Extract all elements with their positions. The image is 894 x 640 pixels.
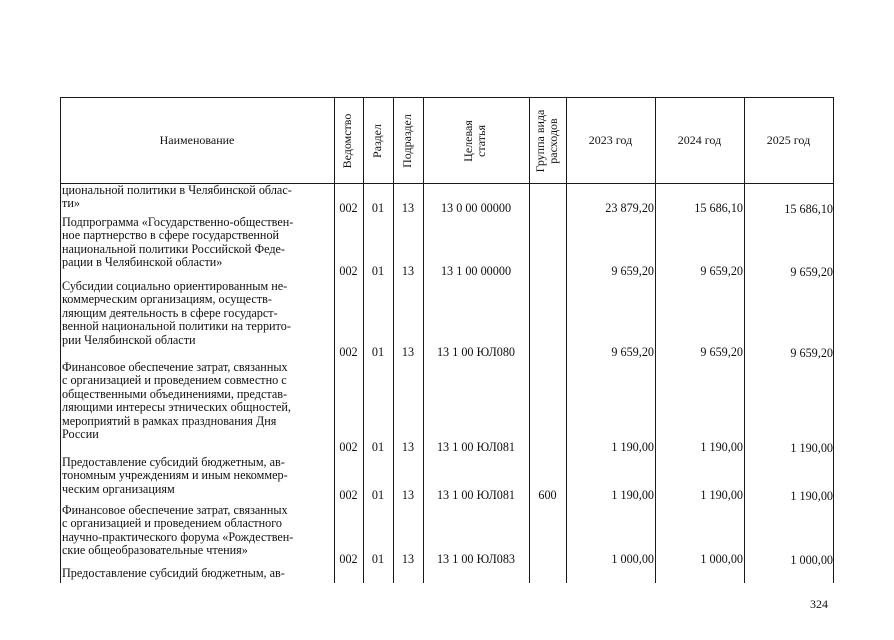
row-0-dept: 002 xyxy=(339,201,358,215)
row-5-sect: 01 xyxy=(371,552,385,566)
row-5-name-line-1: с организацией и проведением областного xyxy=(62,516,282,531)
row-3-sect: 01 xyxy=(371,440,385,454)
row-1-name-line-0: Подпрограмма «Государственно-обществен- xyxy=(62,215,294,229)
col-border-6 xyxy=(566,97,567,583)
row-3-dept: 002 xyxy=(339,440,358,454)
row-3-sub: 13 xyxy=(401,440,415,454)
row-5-2024: 1 000,00 xyxy=(700,552,743,566)
row-1-2024: 9 659,20 xyxy=(700,264,743,278)
row-1-2025: 9 659,20 xyxy=(790,265,833,279)
row-5-2023: 1 000,00 xyxy=(611,552,654,566)
row-0-2025: 15 686,10 xyxy=(784,202,833,216)
header-target-item-line2: статья xyxy=(474,125,488,157)
row-5-2025: 1 000,00 xyxy=(790,553,833,567)
row-5-name-line-3: ские общеобразовательные чтения» xyxy=(62,543,248,558)
row-4-2023: 1 190,00 xyxy=(611,488,654,502)
row-4-group: 600 xyxy=(538,488,557,502)
row-1-name xyxy=(62,216,332,270)
row-3-name-line-2: общественными объединениями, представ- xyxy=(62,386,288,401)
row-4-target: 13 1 00 ЮЛ081 xyxy=(436,488,516,502)
row-3-2023: 1 190,00 xyxy=(611,440,654,454)
row-2-name-line-3: венной национальной политики на террито- xyxy=(62,319,291,334)
row-2-2024: 9 659,20 xyxy=(700,345,743,359)
col-border-8 xyxy=(744,97,745,583)
header-2025: 2025 год xyxy=(766,133,811,147)
row-5-sub: 13 xyxy=(401,552,415,566)
row-4-sect: 01 xyxy=(371,488,385,502)
row-3-target: 13 1 00 ЮЛ081 xyxy=(436,440,516,454)
row-3-name-line-0: Финансовое обеспечение затрат, связанных xyxy=(62,360,288,374)
col-border-3 xyxy=(393,97,394,583)
row-0-sub: 13 xyxy=(401,201,415,215)
header-name: Наименование xyxy=(159,133,235,147)
header-2023: 2023 год xyxy=(588,133,633,147)
row-4-2025: 1 190,00 xyxy=(790,489,833,503)
header-target-item-line1: Целевая xyxy=(461,120,475,162)
row-0-sect: 01 xyxy=(371,201,385,215)
row-0-name-line-1: ти» xyxy=(62,196,80,211)
row-1-name-line-2: национальной политики Российской Феде- xyxy=(62,241,285,256)
row-1-name-line-3: рации в Челябинской области» xyxy=(62,255,223,270)
row-4-name xyxy=(62,456,332,496)
row-3-name xyxy=(62,361,332,441)
row-5-name-line-0: Финансовое обеспечение затрат, связанных xyxy=(62,503,288,517)
header-expense-group xyxy=(534,91,562,191)
row-4-sub: 13 xyxy=(401,488,415,502)
row-4-dept: 002 xyxy=(339,488,358,502)
row-3-2024: 1 190,00 xyxy=(700,440,743,454)
row-1-name-line-1: ное партнерство в сфере государственной xyxy=(62,228,280,243)
row-2-name-line-1: коммерческим организациям, осуществ- xyxy=(62,292,272,307)
row-5-dept: 002 xyxy=(339,552,358,566)
row-4-2024: 1 190,00 xyxy=(700,488,743,502)
row-0-target: 13 0 00 00000 xyxy=(440,201,512,215)
row-3-name-line-5: России xyxy=(62,427,99,442)
row-2-name-line-2: ляющим деятельность в сфере государст- xyxy=(62,305,278,320)
row-5-target: 13 1 00 ЮЛ083 xyxy=(436,552,516,566)
row-3-name-line-4: мероприятий в рамках празднования Дня xyxy=(62,413,277,428)
table-top-border xyxy=(60,97,834,98)
row-3-2025: 1 190,00 xyxy=(790,441,833,455)
row-2-sub: 13 xyxy=(401,345,415,359)
col-border-9 xyxy=(833,97,834,583)
header-subsection: Подраздел xyxy=(400,114,414,168)
row-3-name-line-1: с организацией и проведением совместно с xyxy=(62,373,287,388)
row-0-name xyxy=(62,184,332,211)
row-2-sect: 01 xyxy=(371,345,385,359)
header-expense-group-line1: Группа вида xyxy=(533,109,547,173)
row-0-2023: 23 879,20 xyxy=(605,201,654,215)
row-0-name-line-0: циональной политики в Челябинской облас- xyxy=(62,183,292,197)
header-expense-group-line2: расходов xyxy=(546,118,560,164)
row-2-2023: 9 659,20 xyxy=(611,345,654,359)
row-4-name-line-1: тономным учреждениям и иным некоммер- xyxy=(62,468,288,483)
row-2-name-line-4: рии Челябинской области xyxy=(62,332,196,347)
col-border-1 xyxy=(334,97,335,583)
header-section: Раздел xyxy=(370,124,384,158)
page-number: 324 xyxy=(810,597,828,611)
row-6-name-line-0: Предоставление субсидий бюджетным, ав- xyxy=(62,566,285,580)
row-6-name xyxy=(62,567,332,580)
col-border-0 xyxy=(60,97,61,583)
row-1-sect: 01 xyxy=(371,264,385,278)
col-border-2 xyxy=(363,97,364,583)
row-2-name xyxy=(62,280,332,347)
row-1-dept: 002 xyxy=(339,264,358,278)
row-3-name-line-3: ляющими интересы этнических общностей, xyxy=(62,400,291,415)
row-4-name-line-0: Предоставление субсидий бюджетным, ав- xyxy=(62,455,285,469)
header-2024: 2024 год xyxy=(677,133,722,147)
col-border-4 xyxy=(423,97,424,583)
row-5-name-line-2: научно-практического форума «Рождествен- xyxy=(62,529,294,544)
row-0-2024: 15 686,10 xyxy=(694,201,743,215)
row-4-name-line-2: ческим организациям xyxy=(62,481,175,496)
header-target-item xyxy=(462,91,490,191)
row-1-2023: 9 659,20 xyxy=(611,264,654,278)
row-1-target: 13 1 00 00000 xyxy=(440,264,512,278)
header-department: Ведомство xyxy=(340,113,354,169)
row-2-dept: 002 xyxy=(339,345,358,359)
row-2-target: 13 1 00 ЮЛ080 xyxy=(436,345,516,359)
row-1-sub: 13 xyxy=(401,264,415,278)
row-2-name-line-0: Субсидии социально ориентированным не- xyxy=(62,279,288,293)
col-border-5 xyxy=(529,97,530,583)
row-5-name xyxy=(62,504,332,558)
row-2-2025: 9 659,20 xyxy=(790,346,833,360)
col-border-7 xyxy=(655,97,656,583)
